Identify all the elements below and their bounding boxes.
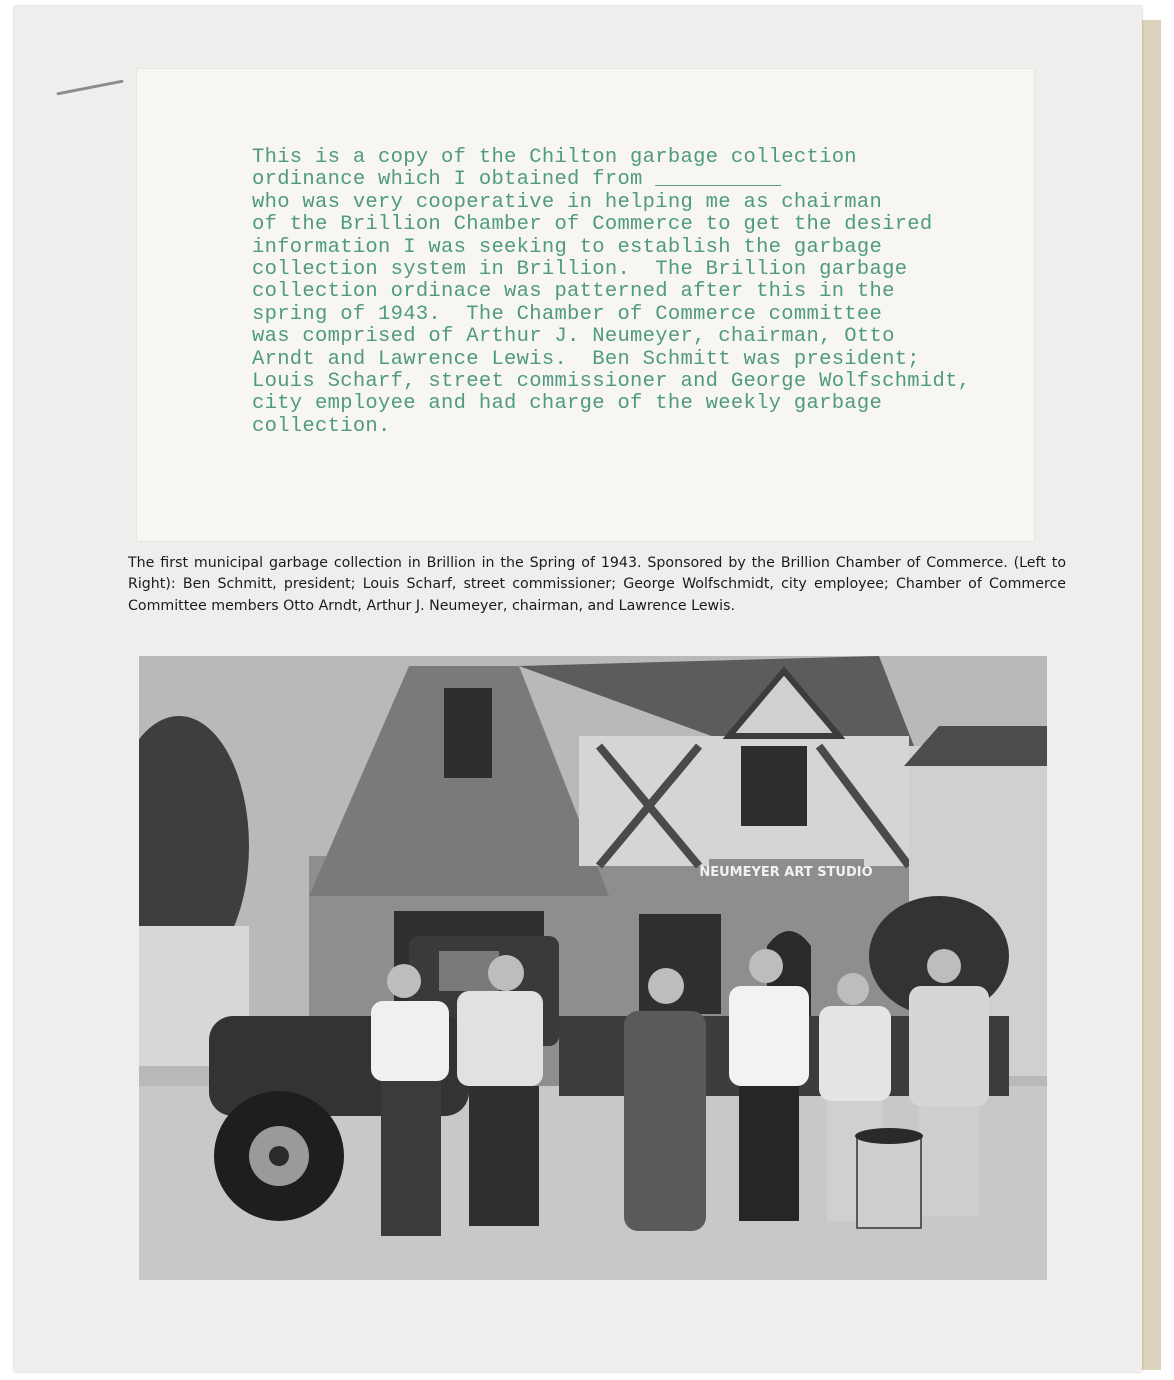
typed-note-line: information I was seeking to establish the garbage <box>252 235 883 259</box>
dormer-window <box>741 746 807 826</box>
typed-note-line: ordinance which I obtained from __________ <box>252 168 782 192</box>
typed-note-line: Arndt and Lawrence Lewis. Ben Schmitt was president; <box>252 347 920 371</box>
photo-caption: The first municipal garbage collection in Brillion in the Spring of 1943. Sponsored by the Brillion Chamber of Commerce. (Left to Right): Ben Schmitt, president; Louis Scharf, street commissioner; George Wolfschmidt, city employee; Chamber of Commerce Committee members Otto Arndt, Arthur J. Neumeyer, chairman, and Lawrence Lewis. <box>128 555 1066 614</box>
typed-note-line: Louis Scharf, street commissioner and George Wolfschmidt, <box>252 370 971 394</box>
typed-note-line: of the Brillion Chamber of Commerce to get the desired <box>252 213 933 237</box>
typed-note-line: collection ordinace was patterned after this in the <box>252 280 895 304</box>
garbage-collection-photo <box>139 656 1047 1280</box>
typed-note-line: collection. <box>252 414 391 438</box>
typed-note-line: was comprised of Arthur J. Neumeyer, chairman, Otto <box>252 325 895 349</box>
studio-sign: NEUMEYER ART STUDIO <box>699 865 873 880</box>
typed-note-line: who was very cooperative in helping me as chairman <box>252 190 883 214</box>
upper-window <box>444 688 492 778</box>
typed-note-line: collection system in Brillion. The Brillion garbage <box>252 258 908 282</box>
typed-note-line: city employee and had charge of the weekly garbage <box>252 392 883 416</box>
typed-note-line: This is a copy of the Chilton garbage collection <box>252 146 857 169</box>
typed-note-text <box>252 147 1032 438</box>
photo-illustration <box>139 656 1047 1280</box>
typed-note-line: spring of 1943. The Chamber of Commerce committee <box>252 302 883 326</box>
ground-window-right <box>639 914 721 1014</box>
trash-can <box>857 1136 921 1228</box>
